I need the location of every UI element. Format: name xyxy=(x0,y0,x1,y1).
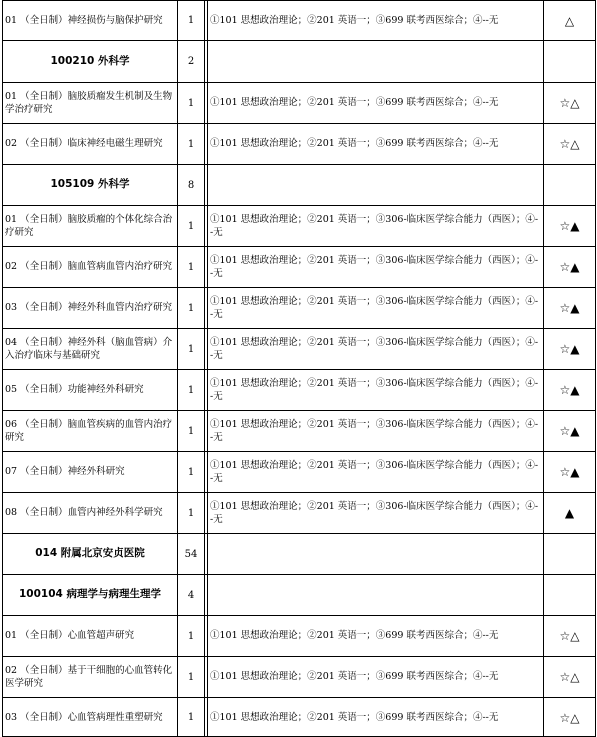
quota-cell xyxy=(177,41,204,82)
exam-subjects-cell xyxy=(207,247,543,287)
exam-subjects-cell xyxy=(207,124,543,164)
exam-subjects-cell-text: ①101 思想政治理论；②201 英语一；③306-临床医学综合能力（西医）；④--无 xyxy=(210,418,539,443)
direction-name-cell-text: 08 （全日制）血管内神经外科学研究 xyxy=(5,507,163,519)
direction-name-cell xyxy=(2,616,177,656)
table-row xyxy=(2,369,596,410)
section-header-row xyxy=(2,164,596,205)
note-marks-cell xyxy=(543,1,596,40)
exam-subjects-cell-text: ①101 思想政治理论；②201 英语一；③699 联考西医综合；④--无 xyxy=(210,14,499,26)
direction-name-cell xyxy=(2,370,177,410)
note-marks-cell xyxy=(543,575,596,615)
exam-subjects-cell xyxy=(207,83,543,123)
table-row xyxy=(2,0,596,40)
exam-subjects-cell-text: ①101 思想政治理论；②201 英语一；③306-临床医学综合能力（西医）；④--无 xyxy=(210,254,539,279)
exam-subjects-cell xyxy=(207,1,543,40)
note-marks-cell-text: ☆△ xyxy=(559,137,580,151)
direction-name-cell xyxy=(2,329,177,369)
quota-cell xyxy=(177,575,204,615)
exam-subjects-cell-text: ①101 思想政治理论；②201 英语一；③306-临床医学综合能力（西医）；④--无 xyxy=(210,213,539,238)
exam-subjects-cell xyxy=(207,698,543,737)
note-marks-cell xyxy=(543,411,596,451)
direction-name-cell-text: 04 （全日制）神经外科（脑血管病）介入治疗临床与基础研究 xyxy=(5,336,173,361)
exam-subjects-cell xyxy=(207,165,543,205)
direction-name-cell xyxy=(2,1,177,40)
quota-cell xyxy=(177,288,204,328)
quota-cell-text: 1 xyxy=(187,384,195,396)
exam-subjects-cell-text: ①101 思想政治理论；②201 英语一；③306-临床医学综合能力（西医）；④--无 xyxy=(210,336,539,361)
direction-name-cell-text: 02 （全日制）基于干细胞的心血管转化医学研究 xyxy=(5,664,173,689)
exam-subjects-cell xyxy=(207,288,543,328)
note-marks-cell xyxy=(543,165,596,205)
quota-cell-text: 4 xyxy=(187,589,195,601)
table-row xyxy=(2,656,596,697)
note-marks-cell-text: ☆△ xyxy=(559,710,580,725)
quota-cell xyxy=(177,452,204,492)
direction-name-cell xyxy=(2,247,177,287)
quota-cell-text: 1 xyxy=(187,220,195,232)
quota-cell xyxy=(177,329,204,369)
table-row xyxy=(2,287,596,328)
table-row xyxy=(2,451,596,492)
exam-subjects-cell-text: ①101 思想政治理论；②201 英语一；③699 联考西医综合；④--无 xyxy=(210,711,499,723)
note-marks-cell xyxy=(543,493,596,533)
exam-subjects-cell-text: ①101 思想政治理论；②201 英语一；③306-临床医学综合能力（西医）；④--无 xyxy=(210,295,539,320)
exam-subjects-cell-text: ①101 思想政治理论；②201 英语一；③306-临床医学综合能力（西医）；④--无 xyxy=(210,500,539,525)
table-row xyxy=(2,123,596,164)
admissions-table xyxy=(2,0,596,737)
quota-cell xyxy=(177,247,204,287)
quota-cell-text: 1 xyxy=(187,302,195,314)
table-row xyxy=(2,205,596,246)
direction-name-cell-text: 01 （全日制）心血管超声研究 xyxy=(5,630,135,642)
section-title-cell-text: 100210 外科学 xyxy=(50,54,130,67)
note-marks-cell-text: ▲ xyxy=(564,506,575,520)
direction-name-cell-text: 05 （全日制）功能神经外科研究 xyxy=(5,384,144,396)
table-row xyxy=(2,246,596,287)
note-marks-cell xyxy=(543,288,596,328)
quota-cell xyxy=(177,370,204,410)
exam-subjects-cell-text: ①101 思想政治理论；②201 英语一；③699 联考西医综合；④--无 xyxy=(210,138,499,150)
note-marks-cell xyxy=(543,370,596,410)
quota-cell xyxy=(177,83,204,123)
quota-cell-text: 1 xyxy=(187,466,195,478)
section-title-cell xyxy=(2,575,177,615)
table-row xyxy=(2,410,596,451)
note-marks-cell xyxy=(543,698,596,737)
note-marks-cell-text: ☆▲ xyxy=(559,424,580,438)
quota-cell-text: 1 xyxy=(187,15,195,26)
exam-subjects-cell xyxy=(207,206,543,246)
direction-name-cell xyxy=(2,83,177,123)
quota-cell-text: 1 xyxy=(187,97,195,109)
quota-cell-text: 2 xyxy=(187,56,195,67)
exam-subjects-cell-text: ①101 思想政治理论；②201 英语一；③306-临床医学综合能力（西医）；④--无 xyxy=(210,459,539,484)
exam-subjects-cell-text: ①101 思想政治理论；②201 英语一；③699 联考西医综合；④--无 xyxy=(210,630,499,642)
note-marks-cell xyxy=(543,206,596,246)
section-title-cell-text: 100104 病理学与病理生理学 xyxy=(19,588,161,601)
exam-subjects-cell xyxy=(207,41,543,82)
exam-subjects-cell xyxy=(207,493,543,533)
quota-cell xyxy=(177,1,204,40)
note-marks-cell-text: ☆▲ xyxy=(559,342,580,356)
section-title-cell-text: 105109 外科学 xyxy=(50,178,130,191)
quota-cell-text: 1 xyxy=(187,138,195,150)
direction-name-cell-text: 07 （全日制）神经外科研究 xyxy=(5,466,125,478)
note-marks-cell xyxy=(543,657,596,697)
table-row xyxy=(2,82,596,123)
quota-cell-text: 1 xyxy=(187,671,195,683)
exam-subjects-cell-text: ①101 思想政治理论；②201 英语一；③699 联考西医综合；④--无 xyxy=(210,671,499,683)
table-row xyxy=(2,492,596,533)
note-marks-cell xyxy=(543,83,596,123)
direction-name-cell xyxy=(2,493,177,533)
note-marks-cell xyxy=(543,41,596,82)
direction-name-cell xyxy=(2,288,177,328)
quota-cell-text: 1 xyxy=(187,712,195,723)
direction-name-cell xyxy=(2,411,177,451)
table-row xyxy=(2,328,596,369)
section-title-cell xyxy=(2,41,177,82)
direction-name-cell-text: 02 （全日制）脑血管病血管内治疗研究 xyxy=(5,261,173,273)
exam-subjects-cell xyxy=(207,657,543,697)
note-marks-cell xyxy=(543,452,596,492)
direction-name-cell-text: 01 （全日制）脑胶质瘤的个体化综合治疗研究 xyxy=(5,213,173,238)
quota-cell xyxy=(177,206,204,246)
note-marks-cell xyxy=(543,616,596,656)
quota-cell-text: 1 xyxy=(187,343,195,355)
quota-cell xyxy=(177,616,204,656)
direction-name-cell-text: 01 （全日制）神经损伤与脑保护研究 xyxy=(5,14,163,26)
direction-name-cell-text: 01 （全日制）脑胶质瘤发生机制及生物学治疗研究 xyxy=(5,90,173,115)
note-marks-cell-text: ☆▲ xyxy=(559,465,580,479)
note-marks-cell-text: ☆△ xyxy=(559,96,580,110)
table-row xyxy=(2,615,596,656)
quota-cell xyxy=(177,493,204,533)
quota-cell-text: 1 xyxy=(187,507,195,519)
note-marks-cell xyxy=(543,534,596,574)
note-marks-cell-text: ☆▲ xyxy=(559,219,580,233)
direction-name-cell xyxy=(2,657,177,697)
note-marks-cell-text: ☆△ xyxy=(559,670,580,684)
direction-name-cell-text: 03 （全日制）神经外科血管内治疗研究 xyxy=(5,302,173,314)
quota-cell-text: 1 xyxy=(187,630,195,642)
exam-subjects-cell xyxy=(207,534,543,574)
note-marks-cell xyxy=(543,247,596,287)
quota-cell xyxy=(177,698,204,737)
quota-cell-text: 8 xyxy=(187,179,195,191)
note-marks-cell xyxy=(543,124,596,164)
direction-name-cell-text: 06 （全日制）脑血管疾病的血管内治疗研究 xyxy=(5,418,173,443)
exam-subjects-cell xyxy=(207,329,543,369)
exam-subjects-cell xyxy=(207,370,543,410)
note-marks-cell-text: ☆▲ xyxy=(559,260,580,274)
note-marks-cell-text: ☆△ xyxy=(559,629,580,643)
exam-subjects-cell-text: ①101 思想政治理论；②201 英语一；③306-临床医学综合能力（西医）；④--无 xyxy=(210,377,539,402)
exam-subjects-cell xyxy=(207,616,543,656)
quota-cell-text: 1 xyxy=(187,261,195,273)
note-marks-cell xyxy=(543,329,596,369)
exam-subjects-cell xyxy=(207,452,543,492)
direction-name-cell xyxy=(2,206,177,246)
section-title-cell xyxy=(2,165,177,205)
section-header-row xyxy=(2,40,596,82)
note-marks-cell-text: △ xyxy=(564,13,575,28)
exam-subjects-cell xyxy=(207,411,543,451)
direction-name-cell xyxy=(2,452,177,492)
quota-cell-text: 54 xyxy=(184,548,198,560)
quota-cell xyxy=(177,657,204,697)
exam-subjects-cell xyxy=(207,575,543,615)
section-title-cell xyxy=(2,534,177,574)
section-header-row xyxy=(2,574,596,615)
quota-cell xyxy=(177,124,204,164)
exam-subjects-cell-text: ①101 思想政治理论；②201 英语一；③699 联考西医综合；④--无 xyxy=(210,97,499,109)
note-marks-cell-text: ☆▲ xyxy=(559,383,580,397)
direction-name-cell xyxy=(2,698,177,737)
direction-name-cell-text: 03 （全日制）心血管病理性重塑研究 xyxy=(5,711,163,723)
quota-cell xyxy=(177,165,204,205)
table-row xyxy=(2,697,596,737)
note-marks-cell-text: ☆▲ xyxy=(559,301,580,315)
direction-name-cell xyxy=(2,124,177,164)
section-title-cell-text: 014 附属北京安贞医院 xyxy=(35,547,145,560)
quota-cell xyxy=(177,411,204,451)
section-header-row xyxy=(2,533,596,574)
quota-cell xyxy=(177,534,204,574)
quota-cell-text: 1 xyxy=(187,425,195,437)
direction-name-cell-text: 02 （全日制）临床神经电磁生理研究 xyxy=(5,138,163,150)
